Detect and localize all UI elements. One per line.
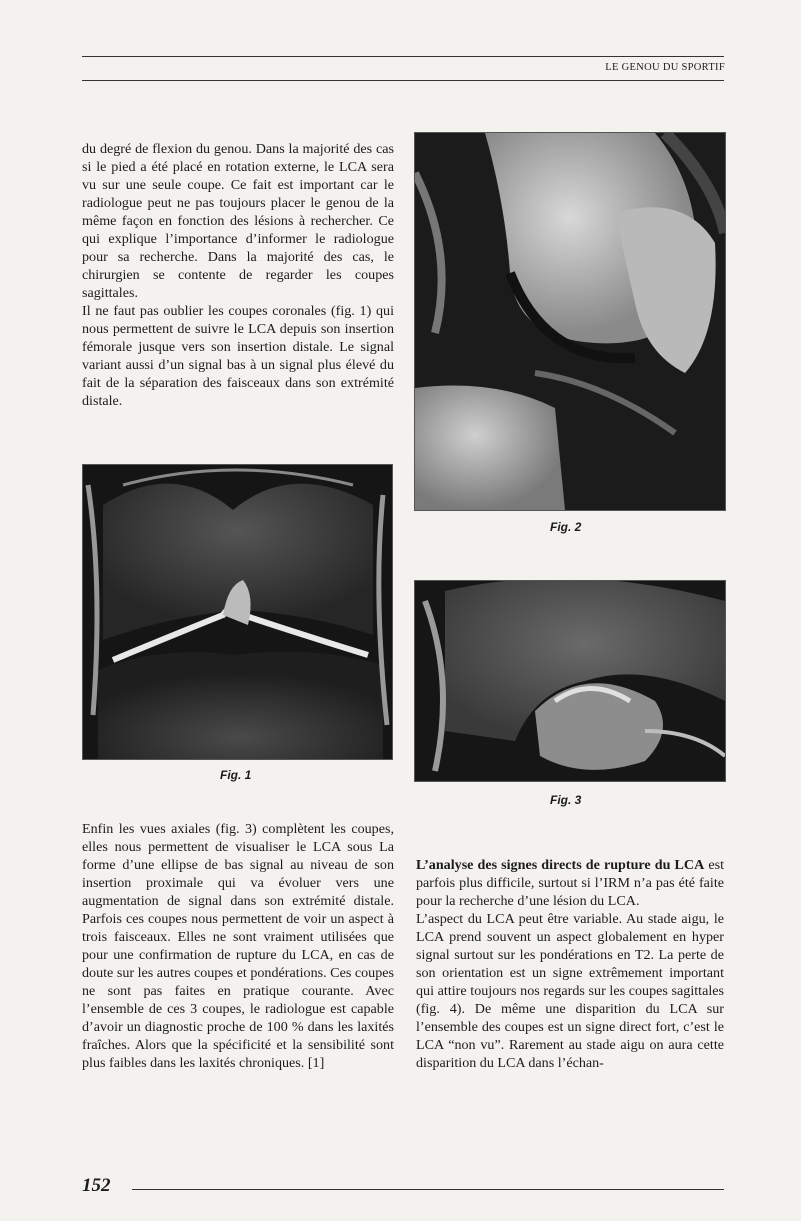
figure-3-image — [414, 580, 726, 782]
figure-3-caption: Fig. 3 — [550, 793, 582, 807]
figure-2-caption: Fig. 2 — [550, 520, 582, 534]
figure-2-image — [414, 132, 726, 511]
paragraph-lead — [416, 856, 724, 910]
paragraph-continuation: est parfois plus difficile, surtout si l’IRM n’a pas été faite pour la recherche d’une lésion du LCA. — [416, 857, 724, 909]
paragraph: Enfin les vues axiales (fig. 3) complètent les coupes, elles nous permettent de visualiser le LCA sous La forme d’une ellipse de bas signal au niveau de son insertion proximale qui va évoluer vers une augmentation de signal dans son extrémité distale. Parfois ces coupes nous permettent de voir un aspect à trois faisceaux. Elles ne sont vraiment utilisées que pour une confirmation de rupture du LCA, en cas de doute sur les autres coupes et pondérations. Ces coupes ne sont pas faites en pratique courante. Avec l’ensemble de ces 3 coupes, le radiologue est capable d’avoir un diagnostic proche de 100 % dans les laxités fraîches. Alors que la spécificité et la sensibilité sont plus faibles dans les laxités chroniques. [1] — [82, 821, 394, 1071]
mri-axial-illustration — [415, 581, 725, 781]
page-number: 152 — [82, 1175, 111, 1196]
header-rule-bottom — [82, 80, 724, 81]
right-column-bottom — [416, 856, 724, 1072]
figure-1-caption: Fig. 1 — [220, 768, 252, 782]
left-column-top — [82, 140, 394, 410]
header-rule-top — [82, 56, 724, 57]
mri-coronal-illustration — [83, 465, 392, 759]
running-header: LE GENOU DU SPORTIF — [605, 62, 725, 73]
mri-sagittal-illustration — [415, 133, 725, 510]
left-column-bottom — [82, 820, 394, 1072]
footer-rule — [132, 1189, 724, 1190]
paragraph: Il ne faut pas oublier les coupes coronales (fig. 1) qui nous permettent de suivre le LCA depuis son insertion fémorale jusque vers son insertion distale. Le signal variant aussi d’un signal bas à un signal plus élevé du fait de la séparation des faisceaux dans son extrémité distale. — [82, 303, 394, 409]
paragraph: du degré de flexion du genou. Dans la majorité des cas si le pied a été placé en rotation externe, le LCA sera vu sur une seule coupe. Ce fait est important car le radiologue peut ne pas toujours placer le genou de la même façon en fonction des lésions à rechercher. Ce qui explique l’importance d’informer le radiologue pour sa recherche. Dans la majorité des cas, le chirurgien se contente de regarder les coupes sagittales. — [82, 141, 394, 301]
bold-lead-text: L’analyse des signes directs de rupture du LCA — [416, 857, 705, 873]
figure-1-image — [82, 464, 393, 760]
paragraph: L’aspect du LCA peut être variable. Au stade aigu, le LCA prend souvent un aspect globalement en hyper signal surtout sur les pondérations en T2. La perte de son orientation est un signe extrêmement important qui attire toujours nos regards sur les coupes sagittales (fig. 4). De même une disparition du LCA sur l’ensemble des coupes est un signe direct fort, c’est le LCA “non vu”. Rarement au stade aigu on aura cette disparition du LCA dans l’échan- — [416, 911, 724, 1071]
